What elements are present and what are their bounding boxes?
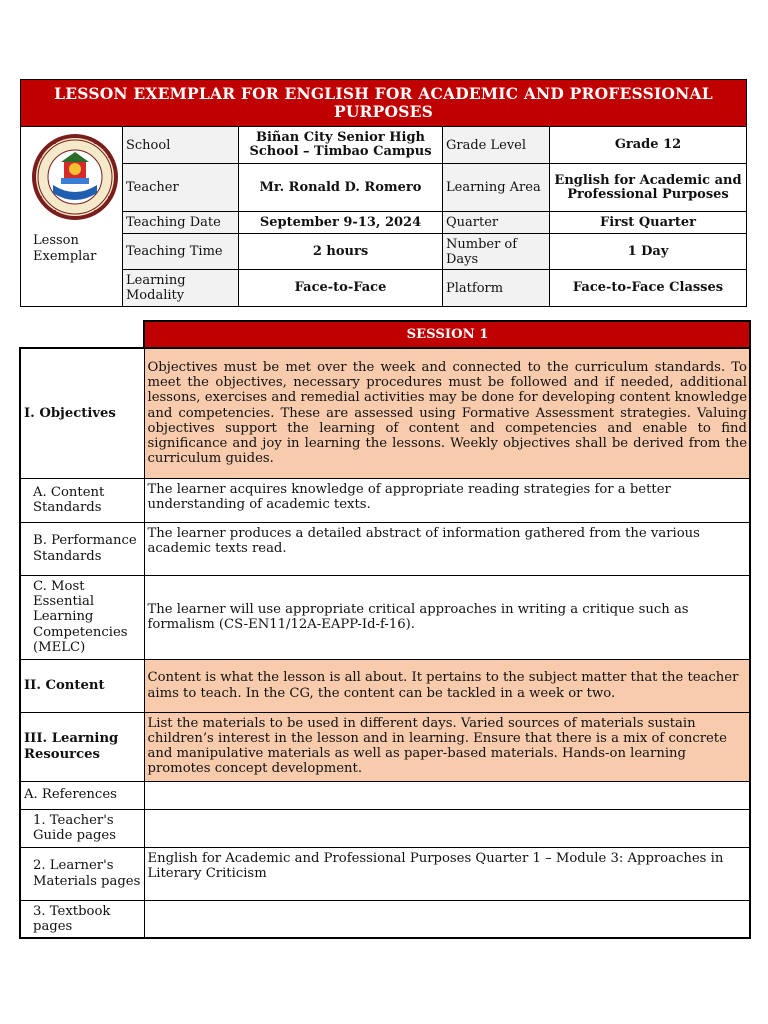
value-platform: Face-to-Face Classes [550,270,747,307]
label-quarter: Quarter [443,212,550,234]
logo-cell [21,127,123,307]
value-teacher: Mr. Ronald D. Romero [239,164,443,212]
value-learning-area: English for Academic and Professional Purposes [550,164,747,212]
textbook-pages-text [144,900,750,938]
label-teaching-date: Teaching Date [123,212,239,234]
content-description: Content is what the lesson is all about. It pertains to the subject matter that the teacher aims to teach. In the CG, the content can be tackled in a week or two. [144,659,750,712]
section-label-content: II. Content [20,659,144,712]
session-table [19,320,751,939]
label-number-of-days: Number of Days [443,234,550,270]
label-teacher: Teacher [123,164,239,212]
value-school: Biñan City Senior High School – Timbao Campus [239,127,443,164]
label-teaching-time: Teaching Time [123,234,239,270]
references-text [144,781,750,809]
value-learning-modality: Face-to-Face [239,270,443,307]
content-standards-text: The learner acquires knowledge of appropriate reading strategies for a better understanding of academic texts. [144,478,750,522]
label-learners-materials-pages: 2. Learner's Materials pages [20,847,144,900]
blank-corner [20,321,144,348]
value-teaching-date: September 9-13, 2024 [239,212,443,234]
objectives-description: Objectives must be met over the week and connected to the curriculum standards. To meet the objectives, necessary procedures must be followed and if needed, additional lessons, exercises and remedial activities may be done for developing content knowledge and competencies. These are assessed using Formative Assessment strategies. Valuing objectives support the learning of content and competencies and enable to find significance and joy in learning the lessons. Weekly objectives shall be derived from the curriculum guides. [144,348,750,478]
section-label-objectives: I. Objectives [20,348,144,478]
value-quarter: First Quarter [550,212,747,234]
label-melc: C. Most Essential Learning Competencies (MELC) [20,575,144,659]
value-grade-level: Grade 12 [550,127,747,164]
label-grade-level: Grade Level [443,127,550,164]
label-learning-modality: Learning Modality [123,270,239,307]
label-content-standards: A. Content Standards [20,478,144,522]
label-platform: Platform [443,270,550,307]
melc-text: The learner will use appropriate critical approaches in writing a critique such as formalism (CS-EN11/12A-EAPP-Id-f-16). [144,575,750,659]
teachers-guide-pages-text [144,809,750,847]
label-textbook-pages: 3. Textbook pages [20,900,144,938]
label-teachers-guide-pages: 1. Teacher's Guide pages [20,809,144,847]
label-learning-area: Learning Area [443,164,550,212]
label-school: School [123,127,239,164]
learning-resources-description: List the materials to be used in different days. Varied sources of materials sustain children’s interest in the lesson and in learning. Ensure that there is a mix of concrete and manipulative materials as well as paper-based materials. Hands-on learning promotes concept development. [144,712,750,781]
school-seal-logo [31,133,119,221]
header-table [20,79,747,307]
value-teaching-time: 2 hours [239,234,443,270]
learners-materials-pages-text: English for Academic and Professional Purposes Quarter 1 – Module 3: Approaches in Literary Criticism [144,847,750,900]
session-title: SESSION 1 [144,321,750,348]
document-title: LESSON EXEMPLAR FOR ENGLISH FOR ACADEMIC AND PROFESSIONAL PURPOSES [21,80,747,127]
label-performance-standards: B. Performance Standards [20,522,144,575]
performance-standards-text: The learner produces a detailed abstract of information gathered from the various academic texts read. [144,522,750,575]
lesson-exemplar-label: Lesson Exemplar [33,233,97,264]
section-label-learning-resources: III. Learning Resources [20,712,144,781]
label-references: A. References [20,781,144,809]
value-number-of-days: 1 Day [550,234,747,270]
